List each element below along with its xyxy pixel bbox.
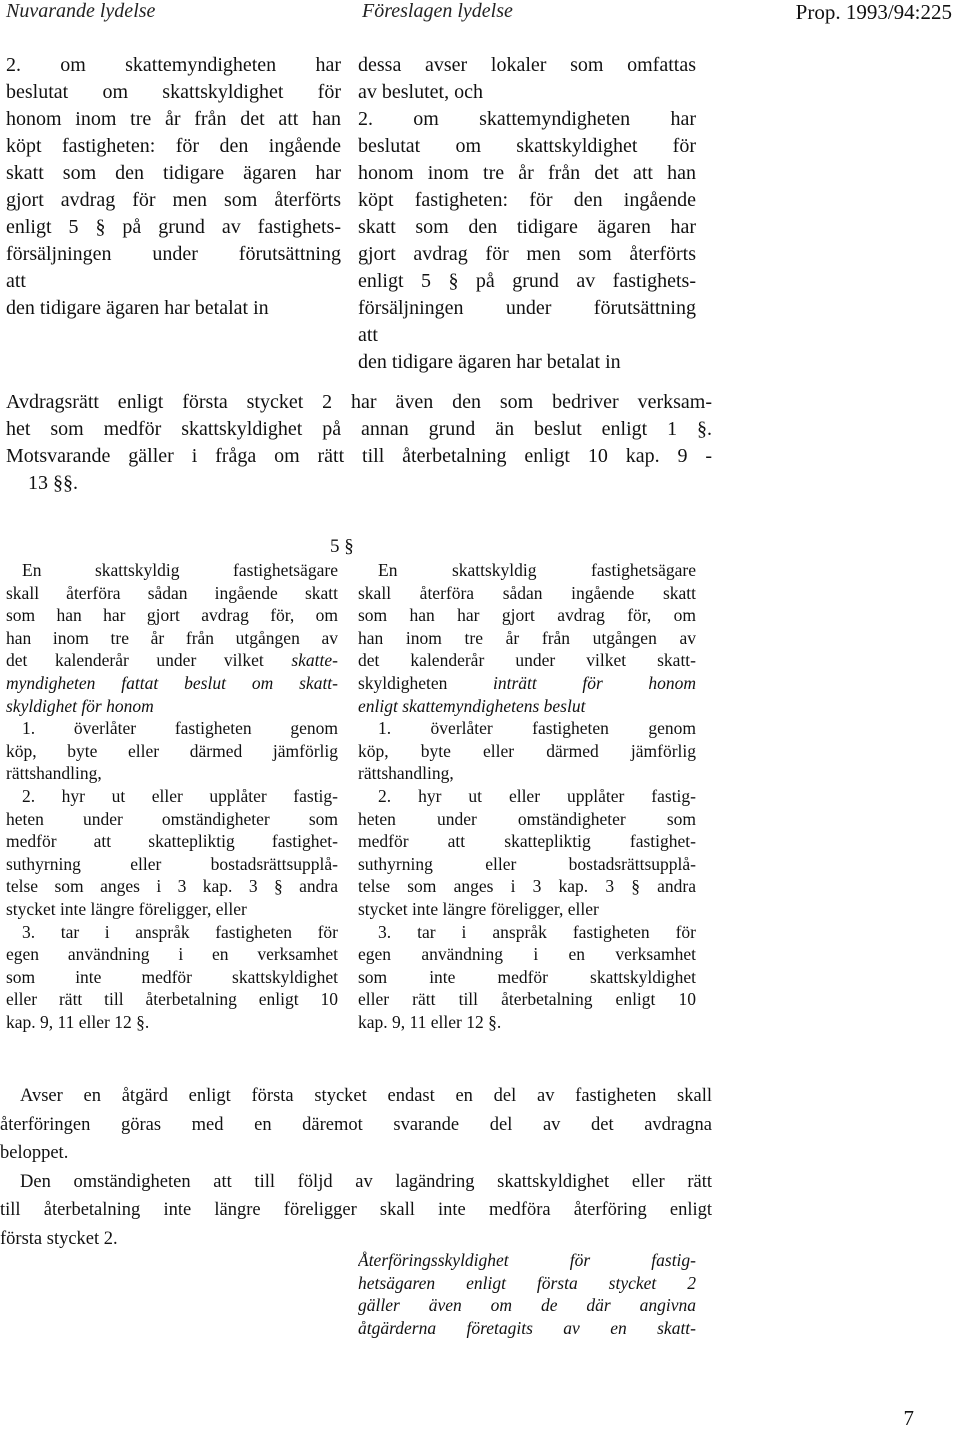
text-line: återföringen göras med en däremot svarande del av det avdragna bbox=[0, 1114, 712, 1135]
bottom-paragraph bbox=[0, 1082, 712, 1253]
text-line: att bbox=[6, 270, 26, 292]
text-line: honom inom tre år från det att han bbox=[358, 162, 696, 184]
text-line: honom inom tre år från det att han bbox=[6, 108, 341, 130]
margin-note bbox=[358, 1249, 696, 1339]
text-line: Avser en åtgärd enligt första stycket endast en del av fastigheten skall bbox=[20, 1086, 712, 1106]
text-line: medför att skattepliktig fastighet- bbox=[6, 831, 338, 852]
text-line: skyldighet för honom bbox=[6, 695, 154, 716]
text-line: stycket inte längre föreligger, eller bbox=[358, 898, 599, 919]
text-line: kap. 9, 11 eller 12 §. bbox=[358, 1011, 502, 1032]
text-line: som han har gjort avdrag för, om bbox=[6, 605, 338, 626]
text-line: köp, byte eller därmed jämförlig bbox=[358, 740, 696, 761]
text-line: 1. överlåter fastigheten genom bbox=[378, 718, 696, 739]
text-line: enligt skattemyndighetens beslut bbox=[358, 695, 586, 716]
text-line: 2. om skattemyndigheten har bbox=[6, 54, 341, 76]
text-line: beslutat om skattskyldighet för bbox=[358, 135, 696, 157]
text-line: försäljningen under förutsättning bbox=[6, 243, 341, 265]
text-line: 1. överlåter fastigheten genom bbox=[22, 718, 338, 739]
text-line: gäller även om de där angivna bbox=[358, 1295, 696, 1316]
middle-left-column bbox=[6, 559, 338, 1033]
text-line: skall återföra sådan ingående skatt bbox=[6, 582, 338, 603]
text-line: gjort avdrag för men som återförts bbox=[358, 243, 696, 265]
current-wording-label: Nuvarande lydelse bbox=[6, 0, 156, 22]
middle-right-column bbox=[358, 559, 696, 1033]
text-line: som han har gjort avdrag för, om bbox=[358, 605, 696, 626]
text-line: heten under omständigheter som bbox=[6, 808, 338, 829]
text-line: av beslutet, och bbox=[358, 81, 483, 103]
text-line: Avdragsrätt enligt första stycket 2 har även den som bedriver verksam- bbox=[6, 391, 712, 413]
text-line: Återföringsskyldighet för fastig- bbox=[358, 1250, 696, 1270]
proposed-wording-label: Föreslagen lydelse bbox=[362, 0, 513, 22]
text-line: suthyrning eller bostadsrättsupplå- bbox=[6, 853, 338, 874]
section-mark: 5 § bbox=[330, 536, 354, 557]
text-line: köp, byte eller därmed jämförlig bbox=[6, 740, 338, 761]
text-line: som inte medför skattskyldighet bbox=[6, 966, 338, 987]
page-number: 7 bbox=[903, 1406, 914, 1430]
text-line: rättshandling, bbox=[358, 763, 454, 784]
text-line: 3. tar i anspråk fastigheten för bbox=[378, 921, 696, 942]
text-line: En skattskyldig fastighetsägare bbox=[378, 560, 696, 580]
text-line: dessa avser lokaler som omfattas bbox=[358, 54, 696, 76]
text-line: den tidigare ägaren har betalat in bbox=[6, 297, 269, 319]
text-line: heten under omständigheter som bbox=[358, 808, 696, 829]
text-line: kap. 9, 11 eller 12 §. bbox=[6, 1011, 150, 1032]
text-line: hetsägaren enligt första stycket 2 bbox=[358, 1272, 696, 1293]
text-line: köpt fastigheten: för den ingående bbox=[358, 189, 696, 211]
text-line: 2. om skattemyndigheten har bbox=[358, 108, 696, 130]
text-line: Motsvarande gäller i fråga om rätt till återbetalning enligt 10 kap. 9 - bbox=[6, 445, 712, 467]
text-line: En skattskyldig fastighetsägare bbox=[22, 560, 338, 580]
text-line: suthyrning eller bostadsrättsupplå- bbox=[358, 853, 696, 874]
text-line: det kalenderår under vilket skatte- bbox=[6, 650, 338, 671]
text-line: åtgärderna företagits av en skatt- bbox=[358, 1317, 696, 1338]
text-line: myndigheten fattat beslut om skatt- bbox=[6, 672, 338, 693]
text-line: enligt 5 § på grund av fastighets- bbox=[6, 216, 341, 238]
text-line: egen användning i en verksamhet bbox=[358, 944, 696, 965]
proposition-number: Prop. 1993/94:225 bbox=[795, 0, 952, 24]
text-line: den tidigare ägaren har betalat in bbox=[358, 351, 621, 373]
text-line: eller rätt till återbetalning enligt 10 bbox=[6, 989, 338, 1010]
text-line: eller rätt till återbetalning enligt 10 bbox=[358, 989, 696, 1010]
text-line: 3. tar i anspråk fastigheten för bbox=[22, 921, 338, 942]
text-line: det kalenderår under vilket skatt- bbox=[358, 650, 696, 671]
text-line: han inom tre år från utgången av bbox=[358, 627, 696, 648]
text-line: telse som anges i 3 kap. 3 § andra bbox=[358, 876, 696, 897]
text-line: rättshandling, bbox=[6, 763, 102, 784]
text-line: första stycket 2. bbox=[0, 1228, 118, 1249]
text-line: som inte medför skattskyldighet bbox=[358, 966, 696, 987]
text-line: köpt fastigheten: för den ingående bbox=[6, 135, 341, 157]
text-line: Den omständigheten att till följd av lagändring skattskyldighet eller rätt bbox=[20, 1171, 712, 1192]
text-line: telse som anges i 3 kap. 3 § andra bbox=[6, 876, 338, 897]
text-line: beloppet. bbox=[0, 1143, 69, 1163]
text-line: 13 §§. bbox=[28, 472, 78, 494]
text-line: 2. hyr ut eller upplåter fastig- bbox=[378, 785, 696, 806]
text-line: egen användning i en verksamhet bbox=[6, 944, 338, 965]
top-right-column bbox=[358, 52, 696, 376]
top-left-column bbox=[6, 52, 341, 322]
text-line: skatt som den tidigare ägaren har bbox=[358, 216, 696, 238]
text-line: beslutat om skattskyldighet för bbox=[6, 81, 341, 103]
text-line: enligt 5 § på grund av fastighets- bbox=[358, 270, 696, 292]
text-line: het som medför skattskyldighet på annan grund än beslut enligt 1 §. bbox=[6, 418, 712, 440]
text-line: till återbetalning inte längre föreligger skall inte medföra återföring enligt bbox=[0, 1200, 712, 1220]
text-line: försäljningen under förutsättning bbox=[358, 297, 696, 319]
text-line: stycket inte längre föreligger, eller bbox=[6, 898, 247, 919]
text-line: skyldigheten inträtt för honom bbox=[358, 672, 696, 693]
text-line: medför att skattepliktig fastighet- bbox=[358, 831, 696, 852]
text-line: att bbox=[358, 324, 378, 346]
text-line: 2. hyr ut eller upplåter fastig- bbox=[22, 785, 338, 806]
text-line: han inom tre år från utgången av bbox=[6, 627, 338, 648]
common-paragraph bbox=[6, 389, 712, 497]
text-line: skall återföra sådan ingående skatt bbox=[358, 582, 696, 603]
text-line: skatt som den tidigare ägaren har bbox=[6, 162, 341, 184]
text-line: gjort avdrag för men som återförts bbox=[6, 189, 341, 211]
